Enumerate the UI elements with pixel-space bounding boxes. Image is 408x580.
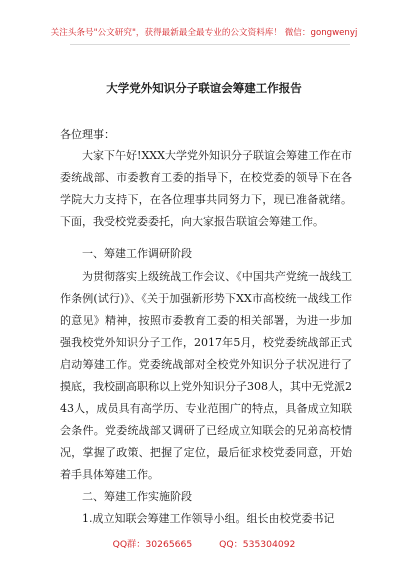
paragraph-intro: 大家下午好!XXX大学党外知识分子联谊会筹建工作在市委统战部、市委教育工委的指导下，在校党委的领导下在各学院大力支持下，在各位理事共同努力下，现已准备就绪。下面，我受校党委委托，向大家报告联谊会筹建工作。 xyxy=(60,149,352,228)
paragraph-implementation: 1.成立知联会筹建工作领导小组。组长由校党委书记 xyxy=(82,512,335,525)
footer-contacts xyxy=(0,536,408,550)
section-heading-2: 二、筹建工作实施阶段 xyxy=(82,490,192,503)
section-heading-1: 一、筹建工作调研阶段 xyxy=(82,247,192,260)
footer-qq-number: QQ：535304092 xyxy=(219,539,296,550)
document-title: 大学党外知识分子联谊会筹建工作报告 xyxy=(106,81,302,95)
header-banner: 关注头条号"公文研究"，获得最新最全最专业的公文资料库！ 微信：gongwenyj xyxy=(50,28,358,38)
salutation: 各位理事： xyxy=(60,128,115,141)
footer-qq-group: QQ群：30265665 xyxy=(112,539,193,550)
paragraph-research: 为贯彻落实上级统战工作会议、《中国共产党统一战线工作条例(试行)》、《关于加强新形势下XX市高校统一战线工作的意见》精神，按照市委教育工委的相关部署，为进一步加强我校党外知识分子工作，2017年5月，校党委统战部正式启动筹建工作。党委统战部对全校党外知识分子状况进行了摸底，我校副高职称以上党外知识分子308人，其中无党派243人，成员具有高学历、专业范围广的特点，具备成立知联会条件。党委统战部又调研了已经成立知联会的兄弟高校情况，掌握了政策、把握了定位，最后征求校党委同意，开始着手具体筹建工作。 xyxy=(60,270,352,481)
header-divider xyxy=(70,44,350,45)
